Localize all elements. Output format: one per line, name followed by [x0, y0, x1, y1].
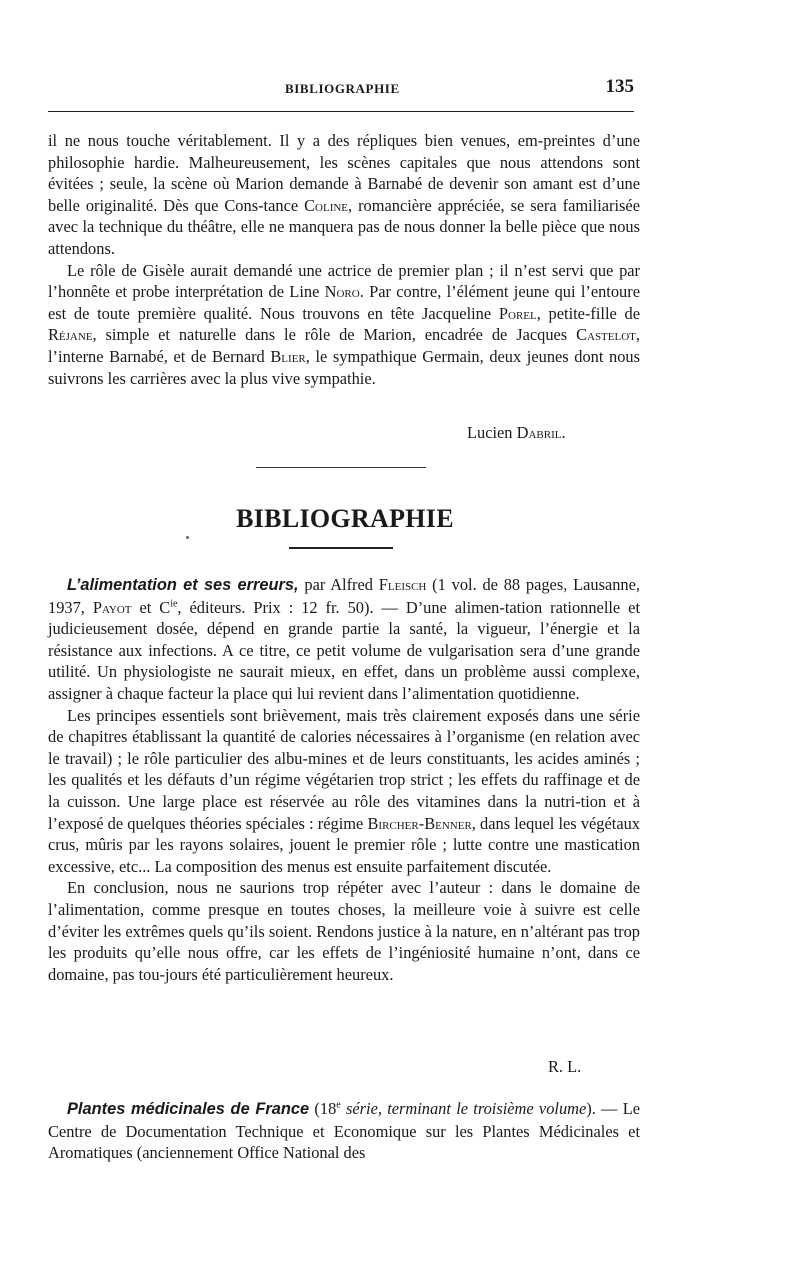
review-plantes-medicinales	[48, 1098, 640, 1164]
page-number: 135	[605, 76, 634, 97]
book-title: L’alimentation et ses erreurs,	[67, 576, 299, 594]
actor-name: Blier	[270, 346, 306, 366]
book-title: Plantes médicinales de France	[67, 1100, 310, 1118]
section-separator	[256, 467, 426, 468]
running-header	[48, 76, 634, 102]
paragraph: Les principes essentiels sont brièvement, mais très clairement exposés dans une série de chapitres établissant la quantité de calories nécessaires à l’organisme (en relation avec le travail) ; le rôle particulier des albu-mines et de leurs constituants, les acides aminés ; les qualités et les défauts d’un régime végétarien trop strict ; les effets du raffinage et de la cuisson. Une large place est réservée au rôle des vitamines dans la nutri-tion et à l’exposé de quelques théories spéciales : régime Bircher-Benner, dans lequel les végétaux crus, mûris par les rayons solaires, jouent le premier rôle ; lutte contre une mastication excessive, etc... La composition des menus est ensuite parfaitement discutée.	[48, 705, 640, 876]
print-speck	[186, 536, 189, 539]
section-title: BIBLIOGRAPHIE	[236, 504, 454, 533]
actor-name: Réjane	[48, 325, 93, 345]
paragraph: Le rôle de Gisèle aurait demandé une actrice de premier plan ; il n’est servi que par l’honnête et probe interprétation de Line Noro. Par contre, l’élément jeune qui l’entoure est de toute première qualité. Nous trouvons en tête Jacqueline Porel, petite-fille de Réjane, simple et naturelle dans le rôle de Marion, encadrée de Jacques Castelot, l’interne Barnabé, et de Bernard Blier, le sympathique Germain, deux jeunes dont nous suivrons les carrières avec la plus vive sympathie.	[48, 260, 641, 388]
paragraph: Plantes médicinales de France (18e série, terminant le troisième volume). — Le Centre de Documentation Technique et Economique sur les Plantes Médicinales et Aromatiques (anciennement Office National des	[48, 1099, 640, 1163]
actor-name: Castelot	[576, 325, 636, 345]
author-name: Coline	[304, 195, 349, 215]
paragraph: L’alimentation et ses erreurs, par Alfred Fleisch (1 vol. de 88 pages, Lausanne, 1937, Payot et $C^{ie}$, éditeurs. Prix : 12 fr. 50). — D’une alimen-tation rationnelle et judicieusement dosée, dépend en grande partie la santé, la vigueur, l’énergie et la résistance aux infections. A ce titre, ce petit volume de vulgarisation sera d’une grande utilité. Un physiologiste ne saurait mieux, en effet, dans un problème aussi complexe, assigner à chaque facteur la place qui lui revient dans l’alimentation quotidienne.	[48, 575, 640, 703]
publisher-name: Payot	[92, 597, 132, 617]
paragraph: En conclusion, nous ne saurions trop répéter avec l’auteur : dans le domaine de l’alimentation, comme presque en toutes choses, la meilleure voie à suivre est celle d’éviter les extrêmes quels qu’ils soient. Rendons justice à la nature, en n’altérant pas trop les produits qu’elle nous offre, car les effets de l’ingéniosité humaine n’ont, dans ce domaine, pas tou-jours été particulièrement heureux.	[48, 878, 640, 984]
review-signature: Lucien Dabril.	[467, 423, 566, 442]
paragraph: il ne nous touche véritablement. Il y a des répliques bien venues, em-preintes d’une philosophie hardie. Malheureusement, les scènes capitales que nous attendons sont évitées ; seule, la scène où Marion demande à Barnabé de devenir son amant est d’une belle originalité. Dès que Cons-tance Coline, romancière appréciée, se sera familiarisée avec la technique du théâtre, elle ne manquera pas de nous donner la belle pièce que nous attendons.	[48, 131, 640, 258]
review-alimentation	[48, 574, 640, 985]
running-title: BIBLIOGRAPHIE	[285, 81, 400, 96]
regime-name: Bircher-Benner	[367, 813, 472, 833]
review-signature: R. L.	[548, 1057, 582, 1076]
author-name: Fleisch	[378, 575, 427, 594]
actor-name: Noro	[324, 282, 360, 302]
title-underline	[289, 547, 393, 549]
previous-review-continuation	[48, 130, 640, 389]
actor-name: Porel	[498, 303, 537, 323]
header-rule	[48, 111, 634, 112]
